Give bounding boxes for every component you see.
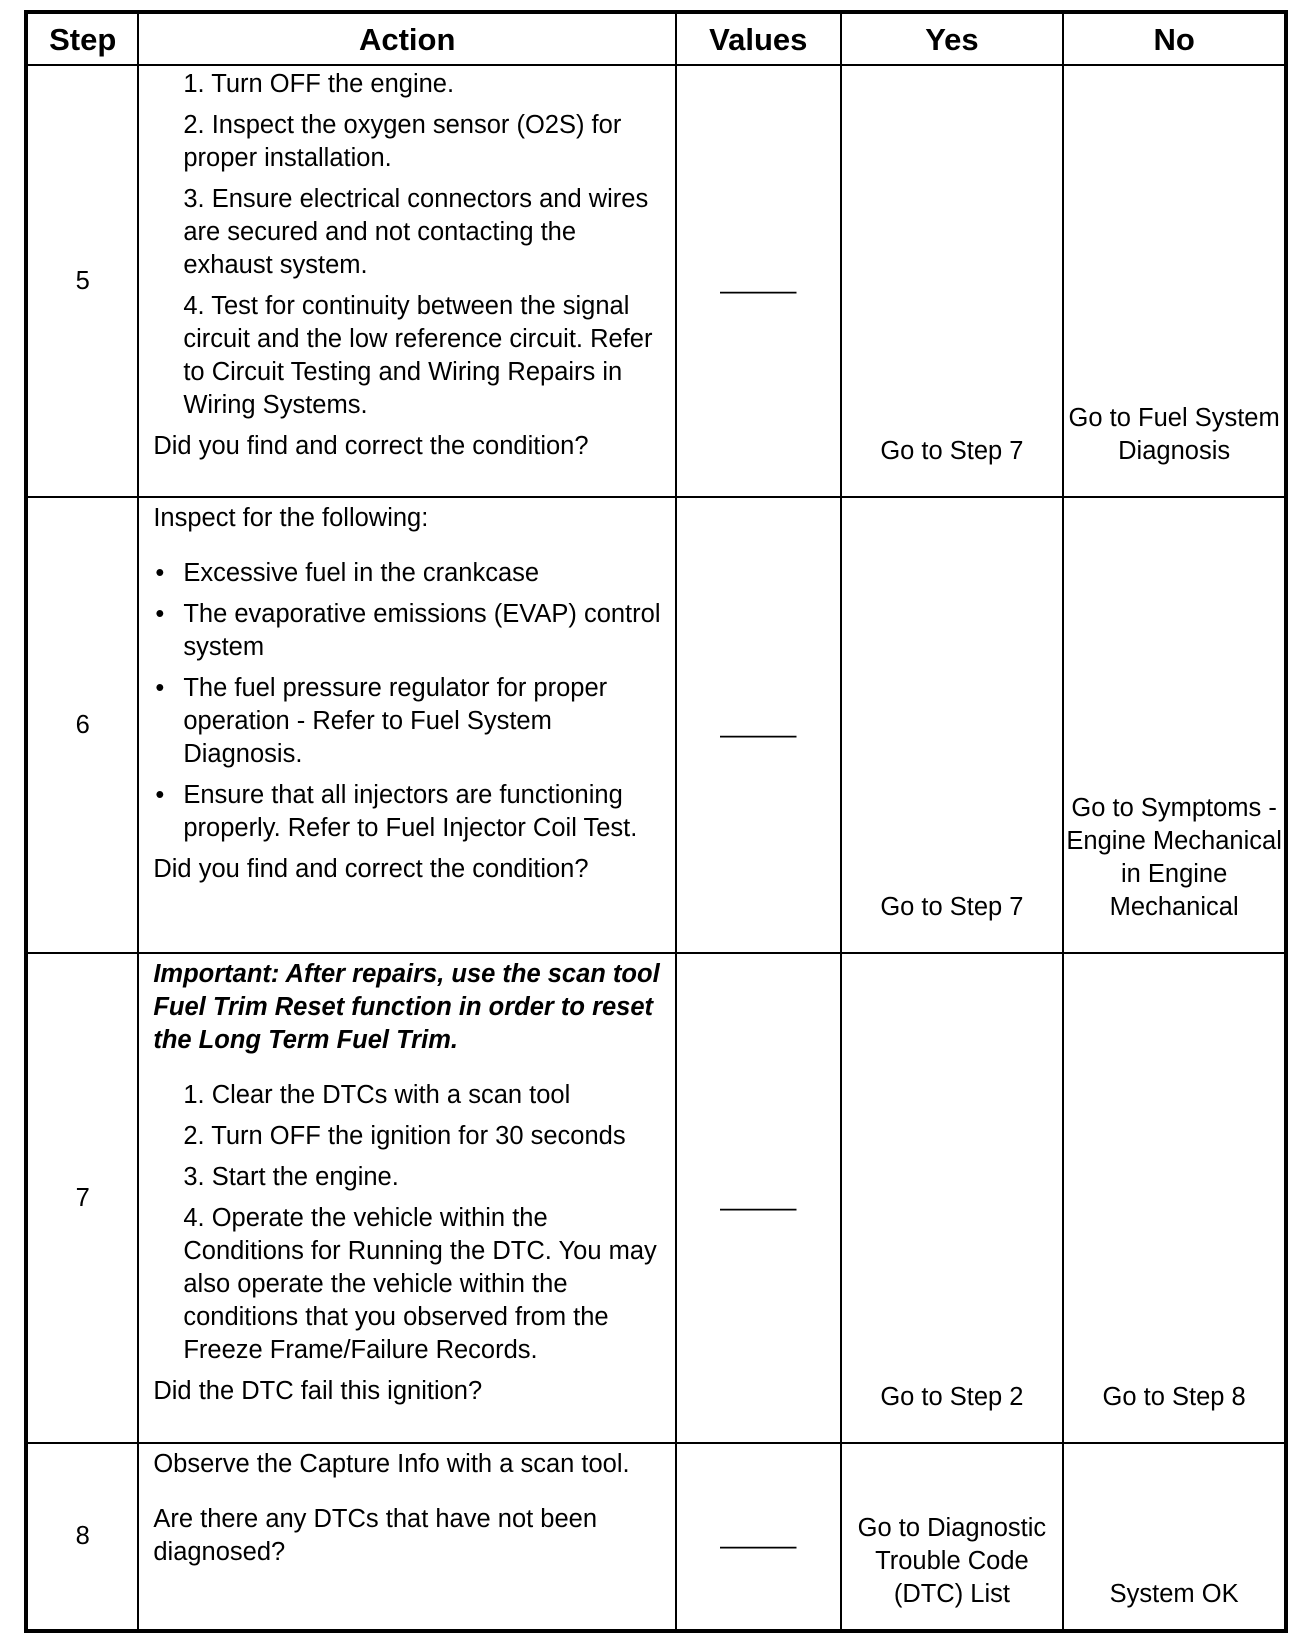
action-instruction: Observe the Capture Info with a scan tool. [153, 1450, 630, 1478]
action-bullet-list [153, 557, 665, 845]
header-yes: Yes [841, 12, 1064, 65]
header-no: No [1063, 12, 1286, 65]
list-item: 2. Turn OFF the ignition for 30 seconds [183, 1122, 626, 1150]
list-item: • The fuel pressure regulator for proper operation - Refer to Fuel System Diagnosis. [155, 674, 608, 768]
action-cell [138, 953, 676, 1443]
step-number: 8 [26, 1443, 138, 1631]
action-steps-list [153, 1079, 665, 1367]
action-cell [138, 65, 676, 497]
yes-cell: Go to Step 2 [841, 953, 1064, 1443]
list-item: • The evaporative emissions (EVAP) control system [155, 600, 661, 661]
action-cell [138, 497, 676, 953]
table-row-step-6 [26, 497, 1286, 953]
header-action: Action [138, 12, 676, 65]
values-cell: ——— [676, 497, 841, 953]
list-item: 4. Operate the vehicle within the Conditions for Running the DTC. You may also operate the vehicle within the conditions that you observed from the Freeze Frame/Failure Records. [183, 1204, 657, 1364]
table-row-step-7 [26, 953, 1286, 1443]
bullet-icon: • [155, 781, 165, 809]
list-item: 3. Start the engine. [183, 1163, 399, 1191]
action-question: Did you find and correct the condition? [153, 855, 589, 883]
list-item: 2. Inspect the oxygen sensor (O2S) for proper installation. [183, 111, 622, 172]
important-note: Important: After repairs, use the scan tool Fuel Trim Reset function in order to reset the Long Term Fuel Trim. [153, 960, 660, 1054]
action-question: Did the DTC fail this ignition? [153, 1377, 483, 1405]
no-cell: Go to Step 8 [1063, 953, 1286, 1443]
values-cell: ——— [676, 953, 841, 1443]
yes-cell: Go to Diagnostic Trouble Code (DTC) List [841, 1443, 1064, 1631]
step-number: 6 [26, 497, 138, 953]
list-item: • Ensure that all injectors are functioning properly. Refer to Fuel Injector Coil Test. [155, 781, 638, 842]
bullet-icon: • [155, 559, 165, 587]
step-number: 5 [26, 65, 138, 497]
list-item: 1. Clear the DTCs with a scan tool [183, 1081, 571, 1109]
bullet-icon: • [155, 674, 165, 702]
action-cell [138, 1443, 676, 1631]
list-item: 3. Ensure electrical connectors and wires are secured and not contacting the exhaust system. [183, 185, 649, 279]
table-row-step-8 [26, 1443, 1286, 1631]
header-row [26, 12, 1286, 65]
no-cell: Go to Symptoms - Engine Mechanical in Engine Mechanical [1063, 497, 1286, 953]
diagnostic-table [24, 10, 1288, 1633]
no-cell: System OK [1063, 1443, 1286, 1631]
list-item: 1. Turn OFF the engine. [183, 70, 455, 98]
no-cell: Go to Fuel System Diagnosis [1063, 65, 1286, 497]
action-question: Did you find and correct the condition? [153, 432, 589, 460]
list-item: 4. Test for continuity between the signal circuit and the low reference circuit. Refer to Circuit Testing and Wiring Repairs in Wiring Systems. [183, 292, 653, 419]
table-row-step-5 [26, 65, 1286, 497]
action-lead-text: Inspect for the following: [153, 504, 429, 532]
bullet-icon: • [155, 600, 165, 628]
header-values: Values [676, 12, 841, 65]
values-cell: ——— [676, 65, 841, 497]
yes-cell: Go to Step 7 [841, 65, 1064, 497]
action-question: Are there any DTCs that have not been diagnosed? [153, 1505, 598, 1566]
action-steps-list [153, 68, 665, 422]
header-step: Step [26, 12, 138, 65]
step-number: 7 [26, 953, 138, 1443]
yes-cell: Go to Step 7 [841, 497, 1064, 953]
values-cell: ——— [676, 1443, 841, 1631]
list-item: • Excessive fuel in the crankcase [153, 557, 665, 590]
